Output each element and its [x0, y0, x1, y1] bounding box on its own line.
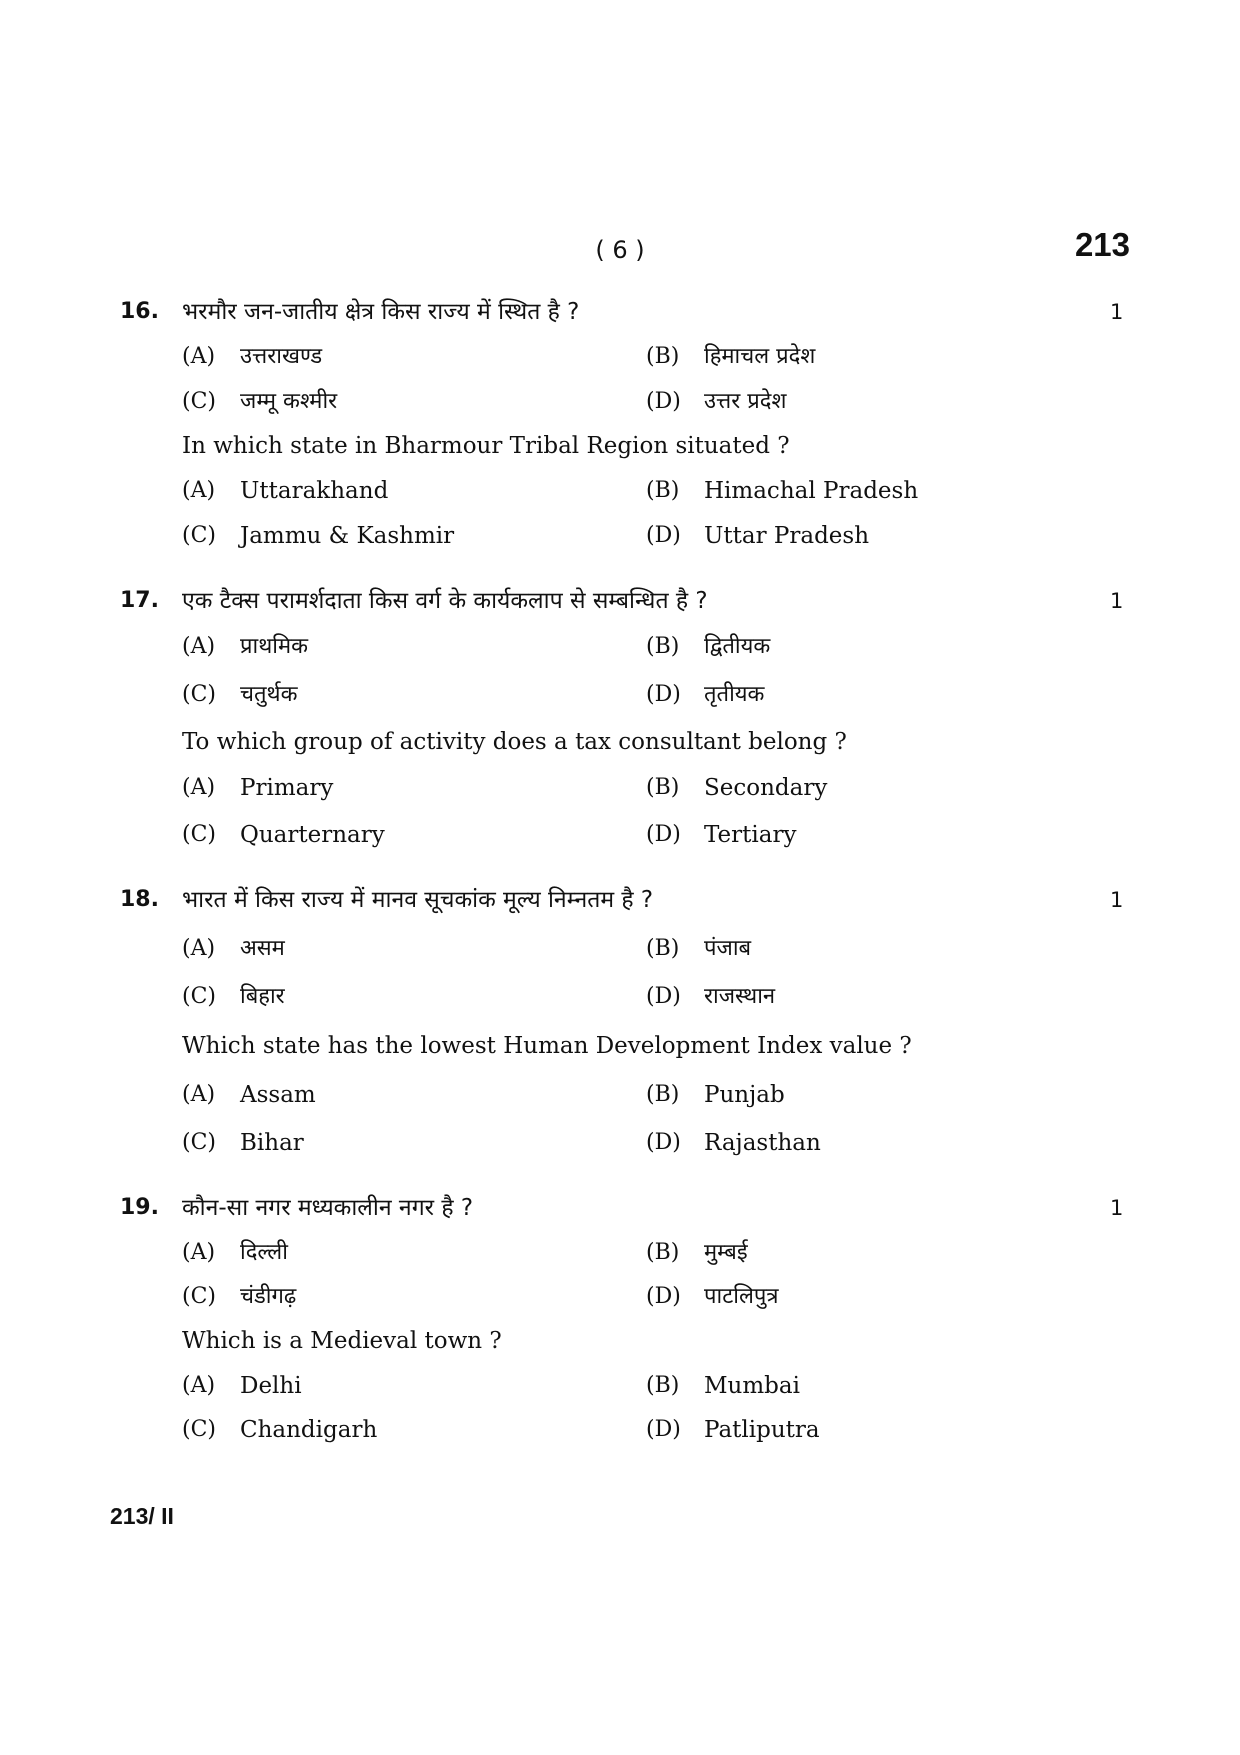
question-text-hindi: भरमौर जन-जातीय क्षेत्र किस राज्य में स्थित है ?: [182, 299, 580, 325]
option-letter: (D): [646, 1130, 681, 1155]
option-text-hindi: पंजाब: [704, 936, 752, 961]
option-text-english: Uttarakhand: [240, 478, 389, 504]
option-text-hindi: चंडीगढ़: [240, 1284, 297, 1309]
option-letter: (A): [182, 775, 216, 800]
option-letter: (D): [646, 1284, 681, 1309]
question-marks: 1: [1110, 300, 1124, 324]
option-letter: (B): [646, 478, 680, 503]
question-text-hindi: कौन-सा नगर मध्यकालीन नगर है ?: [182, 1195, 474, 1221]
question-text-english: Which is a Medieval town ?: [182, 1328, 502, 1354]
option-text-hindi: चतुर्थक: [240, 682, 298, 707]
option-letter: (B): [646, 936, 680, 961]
option-letter: (B): [646, 1373, 680, 1398]
option-letter: (D): [646, 1417, 681, 1442]
option-letter: (A): [182, 344, 216, 369]
question-text-english: In which state in Bharmour Tribal Region situated ?: [182, 433, 790, 459]
question-marks: 1: [1110, 589, 1124, 613]
option-letter: (C): [182, 682, 216, 707]
option-letter: (B): [646, 344, 680, 369]
option-text-english: Rajasthan: [704, 1130, 821, 1156]
option-text-hindi: उत्तराखण्ड: [240, 344, 323, 369]
option-text-english: Himachal Pradesh: [704, 478, 919, 504]
option-text-hindi: तृतीयक: [704, 682, 765, 707]
option-letter: (C): [182, 984, 216, 1009]
option-letter: (B): [646, 634, 680, 659]
option-letter: (A): [182, 1082, 216, 1107]
option-letter: (D): [646, 984, 681, 1009]
question-marks: 1: [1110, 1196, 1124, 1220]
question-number: 16.: [120, 299, 159, 324]
option-text-english: Jammu & Kashmir: [240, 523, 455, 549]
question-text-hindi: भारत में किस राज्य में मानव सूचकांक मूल्य निम्नतम है ?: [182, 887, 654, 913]
option-letter: (A): [182, 936, 216, 961]
option-text-hindi: बिहार: [240, 984, 285, 1009]
option-text-english: Uttar Pradesh: [704, 523, 870, 549]
option-letter: (D): [646, 523, 681, 548]
option-letter: (C): [182, 1130, 216, 1155]
option-text-hindi: असम: [240, 936, 285, 961]
option-text-english: Punjab: [704, 1082, 785, 1108]
option-text-hindi: प्राथमिक: [240, 634, 309, 659]
option-text-english: Secondary: [704, 775, 828, 801]
option-letter: (B): [646, 775, 680, 800]
option-text-hindi: जम्मू कश्मीर: [240, 389, 338, 414]
question-number: 19.: [120, 1195, 159, 1220]
option-letter: (C): [182, 1284, 216, 1309]
option-text-english: Primary: [240, 775, 334, 801]
option-text-hindi: हिमाचल प्रदेश: [704, 344, 816, 369]
option-letter: (C): [182, 822, 216, 847]
option-text-hindi: पाटलिपुत्र: [704, 1284, 779, 1309]
option-text-hindi: दिल्ली: [240, 1240, 288, 1265]
option-text-english: Delhi: [240, 1373, 302, 1399]
option-text-hindi: राजस्थान: [704, 984, 776, 1009]
question-text-english: To which group of activity does a tax consultant belong ?: [182, 729, 847, 755]
option-text-english: Tertiary: [704, 822, 797, 848]
question-number: 18.: [120, 887, 159, 912]
question-text-english: Which state has the lowest Human Development Index value ?: [182, 1033, 912, 1059]
question-number: 17.: [120, 588, 159, 613]
option-letter: (C): [182, 523, 216, 548]
option-letter: (A): [182, 634, 216, 659]
option-text-english: Patliputra: [704, 1417, 820, 1443]
option-text-english: Bihar: [240, 1130, 304, 1156]
option-text-hindi: उत्तर प्रदेश: [704, 389, 787, 414]
option-letter: (D): [646, 822, 681, 847]
option-letter: (C): [182, 389, 216, 414]
option-text-english: Chandigarh: [240, 1417, 378, 1443]
option-letter: (A): [182, 478, 216, 503]
option-letter: (A): [182, 1240, 216, 1265]
option-letter: (D): [646, 682, 681, 707]
option-letter: (D): [646, 389, 681, 414]
option-text-english: Assam: [240, 1082, 316, 1108]
option-letter: (B): [646, 1082, 680, 1107]
option-letter: (C): [182, 1417, 216, 1442]
option-text-english: Mumbai: [704, 1373, 800, 1399]
option-letter: (A): [182, 1373, 216, 1398]
option-text-hindi: द्वितीयक: [704, 634, 771, 659]
option-letter: (B): [646, 1240, 680, 1265]
option-text-hindi: मुम्बई: [704, 1240, 748, 1265]
paper-code: 213: [1074, 226, 1130, 263]
question-text-hindi: एक टैक्स परामर्शदाता किस वर्ग के कार्यकलाप से सम्बन्धित है ?: [182, 588, 708, 614]
footer-paper-code: 213/ II: [110, 1503, 174, 1529]
option-text-english: Quarternary: [240, 822, 385, 848]
page-number: ( 6 ): [595, 236, 645, 264]
question-marks: 1: [1110, 888, 1124, 912]
